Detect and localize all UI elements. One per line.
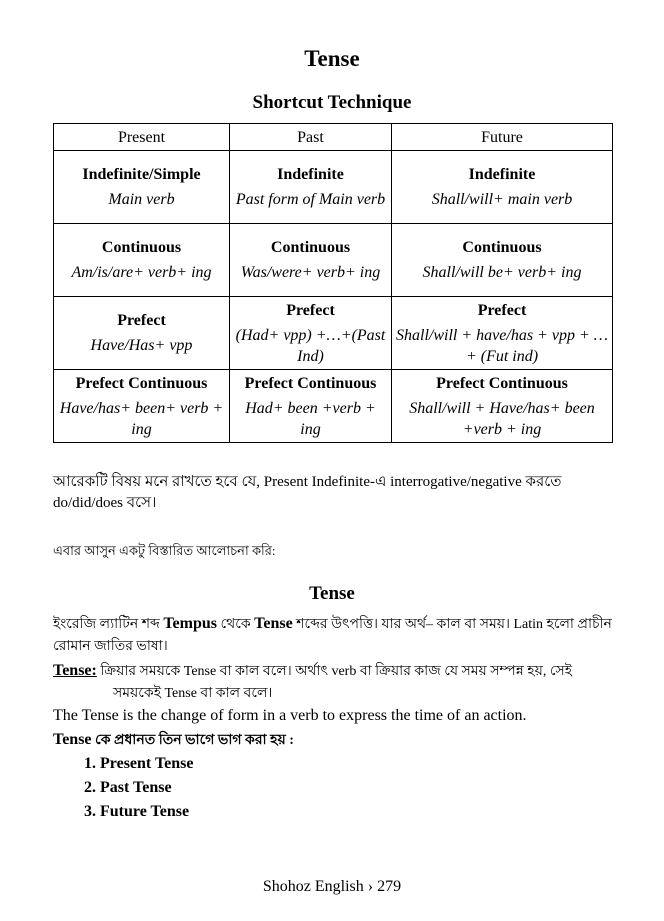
tense-name: Prefect Continuous xyxy=(436,374,568,392)
table-cell xyxy=(392,297,613,370)
list-item: 3. Future Tense xyxy=(84,803,190,820)
table-row xyxy=(54,370,613,443)
header-past: Past xyxy=(230,124,392,151)
table-header-row xyxy=(54,124,613,151)
table-cell xyxy=(230,297,392,370)
tense-structure: Shall/will + have/has + vpp + …+ (Fut ind) xyxy=(396,326,608,365)
table-cell xyxy=(54,151,230,224)
definition-continuation: সময়কেই Tense বা কাল বলে। xyxy=(113,686,273,701)
tense-name: Prefect Continuous xyxy=(75,374,208,392)
tense-name: Continuous xyxy=(462,239,542,256)
tense-structure: (Had+ vpp) +…+(Past Ind) xyxy=(235,326,386,365)
definition-label: Tense: xyxy=(53,662,97,679)
table-cell xyxy=(392,224,613,297)
list-item: 1. Present Tense xyxy=(84,755,194,772)
tense-division-line xyxy=(53,728,294,752)
table-cell xyxy=(54,297,230,370)
etymology-text: শব্দের উৎপত্তি। যার অর্থ– কাল বা সময়। Latin হলো প্রাচীন রোমান জাতির ভাষা। xyxy=(53,617,612,654)
etymology-text: থেকে xyxy=(216,617,255,632)
table-row xyxy=(54,297,613,370)
tense-name: Prefect xyxy=(117,312,166,329)
tense-name: Indefinite xyxy=(277,166,344,183)
interrogative-note: আরেকটি বিষয় মনে রাখতে হবে যে, Present Indefinite-এ interrogative/negative করতে do/did/does বসে। xyxy=(53,474,562,511)
table-row xyxy=(54,151,613,224)
list-item: 2. Past Tense xyxy=(84,779,172,796)
page-title: Tense xyxy=(304,46,360,71)
tempus-keyword: Tempus xyxy=(163,615,217,632)
detail-intro: এবার আসুন একটু বিস্তারিত আলোচনা করি: xyxy=(53,543,276,558)
tense-structure: Shall/will + Have/has+ been +verb + ing xyxy=(409,399,595,438)
tense-name: Indefinite xyxy=(468,166,536,183)
table-cell xyxy=(392,151,613,224)
tense-types-list xyxy=(84,752,193,824)
page-footer: Shohoz English › 279 xyxy=(262,878,402,895)
tense-structure: Have/Has+ vpp xyxy=(90,337,193,354)
tense-definition xyxy=(53,660,638,705)
tense-structure: Past form of Main verb xyxy=(235,191,386,208)
header-present: Present xyxy=(54,124,230,151)
header-future: Future xyxy=(392,124,613,151)
tense-structure: Main verb xyxy=(108,191,175,208)
tense-keyword: Tense xyxy=(53,731,92,748)
tense-keyword: Tense xyxy=(254,615,293,632)
tense-structure: Had+ been +verb + ing xyxy=(245,399,376,438)
tense-name: Continuous xyxy=(270,239,351,256)
definition-text: ক্রিয়ার সময়কে Tense বা কাল বলে। অর্থাৎ verb বা ক্রিয়ার কাজ যে সময় সম্পন্ন হয়, সেই xyxy=(96,664,573,679)
tense-structure: Am/is/are+ verb+ ing xyxy=(71,264,212,281)
english-definition: The Tense is the change of form in a verb to express the time of an action. xyxy=(53,707,527,724)
section-subtitle: Shortcut Technique xyxy=(252,92,412,113)
division-text: কে প্রধানত তিন ভাগে ভাগ করা হয় : xyxy=(91,733,294,748)
table-cell xyxy=(54,370,230,443)
tense-shortcut-table xyxy=(53,123,613,443)
tense-name: Indefinite/Simple xyxy=(82,166,201,183)
table-cell xyxy=(392,370,613,443)
table-cell xyxy=(54,224,230,297)
tense-name: Prefect Continuous xyxy=(244,374,377,392)
etymology-text: ইংরেজি ল্যাটিন শব্দ xyxy=(53,617,164,632)
tense-structure: Have/has+ been+ verb + ing xyxy=(59,399,224,438)
table-cell xyxy=(230,151,392,224)
table-cell xyxy=(230,370,392,443)
table-row xyxy=(54,224,613,297)
table-cell xyxy=(230,224,392,297)
tense-name: Prefect xyxy=(286,301,335,319)
tense-structure: Was/were+ verb+ ing xyxy=(240,264,381,281)
tense-section-heading: Tense xyxy=(309,583,355,604)
etymology-paragraph xyxy=(53,613,638,658)
tense-structure: Shall/will+ main verb xyxy=(431,191,573,208)
tense-name: Continuous xyxy=(101,239,182,256)
tense-name: Prefect xyxy=(477,301,527,319)
tense-structure: Shall/will be+ verb+ ing xyxy=(422,264,582,281)
